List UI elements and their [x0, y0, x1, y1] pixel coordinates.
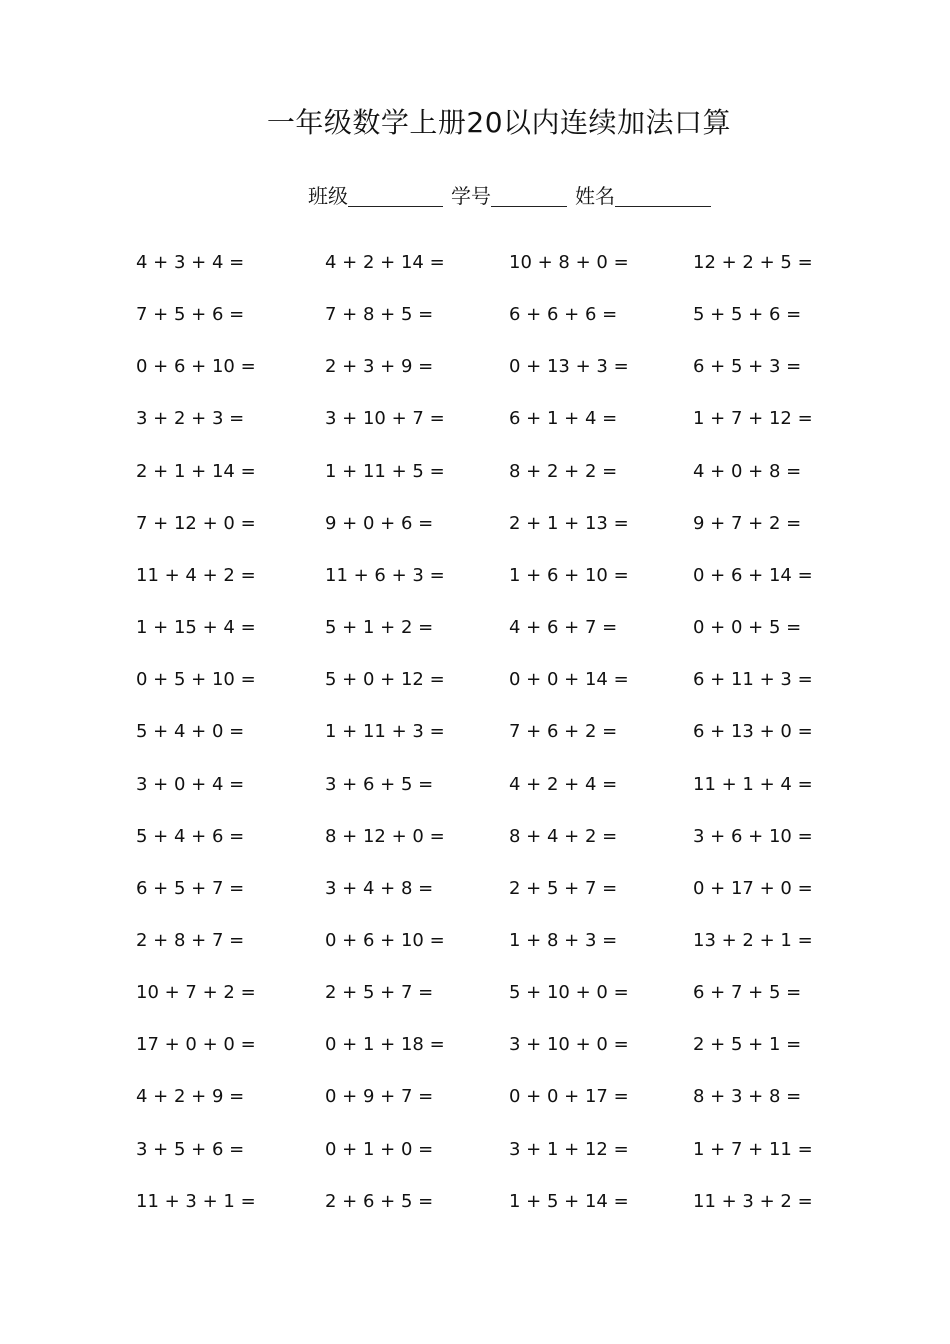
problem-item: 5 + 4 + 0 =	[136, 721, 245, 743]
problem-item: 10 + 7 + 2 =	[136, 982, 256, 1004]
problem-item: 2 + 8 + 7 =	[136, 929, 245, 951]
problem-item: 1 + 15 + 4 =	[136, 617, 256, 638]
problem-item: 4 + 0 + 8 =	[693, 460, 802, 482]
problem-item: 6 + 5 + 7 =	[136, 877, 245, 899]
problem-item: 6 + 13 + 0 =	[693, 721, 813, 743]
problem-item: 3 + 1 + 12 =	[509, 1138, 629, 1160]
problem-item: 3 + 6 + 10 =	[693, 825, 813, 847]
problem-item: 7 + 8 + 5 =	[325, 304, 434, 326]
problem-item: 0 + 17 + 0 =	[693, 877, 813, 899]
problem-item: 2 + 5 + 7 =	[509, 877, 618, 899]
problem-item: 9 + 7 + 2 =	[693, 512, 802, 534]
page-title: 一年级数学上册20以内连续加法口算	[266, 106, 732, 139]
problem-item: 11 + 4 + 2 =	[136, 564, 256, 586]
problem-item: 1 + 7 + 11 =	[693, 1138, 813, 1160]
problem-item: 6 + 11 + 3 =	[693, 669, 813, 691]
problem-item: 4 + 6 + 7 =	[509, 617, 618, 638]
problem-item: 0 + 13 + 3 =	[509, 356, 629, 378]
problem-item: 8 + 4 + 2 =	[509, 825, 618, 847]
problem-item: 6 + 1 + 4 =	[509, 408, 618, 430]
problem-item: 9 + 0 + 6 =	[325, 512, 434, 534]
problem-item: 12 + 2 + 5 =	[693, 252, 813, 273]
problem-item: 11 + 1 + 4 =	[693, 773, 813, 795]
id-label: 学号	[451, 184, 491, 208]
problem-item: 7 + 12 + 0 =	[136, 512, 256, 534]
problem-item: 0 + 1 + 18 =	[325, 1034, 445, 1056]
problem-item: 2 + 3 + 9 =	[325, 356, 434, 378]
problem-item: 0 + 9 + 7 =	[325, 1086, 434, 1108]
problem-item: 1 + 5 + 14 =	[509, 1190, 629, 1212]
problem-item: 2 + 6 + 5 =	[325, 1190, 434, 1212]
problem-item: 4 + 3 + 4 =	[136, 252, 245, 273]
problem-item: 5 + 1 + 2 =	[325, 617, 434, 638]
problem-item: 0 + 0 + 17 =	[509, 1086, 629, 1108]
problem-item: 3 + 2 + 3 =	[136, 408, 245, 430]
problem-item: 5 + 4 + 6 =	[136, 825, 245, 847]
problem-item: 0 + 5 + 10 =	[136, 669, 256, 691]
problem-item: 5 + 0 + 12 =	[325, 669, 445, 691]
problem-item: 4 + 2 + 4 =	[509, 773, 618, 795]
name-label: 姓名	[575, 184, 615, 208]
problem-item: 0 + 6 + 10 =	[136, 356, 256, 378]
problem-item: 11 + 6 + 3 =	[325, 564, 445, 586]
problem-item: 17 + 0 + 0 =	[136, 1034, 256, 1056]
problem-item: 4 + 2 + 9 =	[136, 1086, 245, 1108]
problem-item: 1 + 8 + 3 =	[509, 929, 618, 951]
problem-item: 5 + 5 + 6 =	[693, 304, 802, 326]
problem-item: 2 + 5 + 7 =	[325, 982, 434, 1004]
problem-item: 1 + 7 + 12 =	[693, 408, 813, 430]
problem-item: 11 + 3 + 1 =	[136, 1190, 256, 1212]
problem-item: 8 + 3 + 8 =	[693, 1086, 802, 1108]
problem-item: 0 + 6 + 14 =	[693, 564, 813, 586]
problem-item: 3 + 10 + 0 =	[509, 1034, 629, 1056]
problem-item: 11 + 3 + 2 =	[693, 1190, 813, 1212]
problem-item: 0 + 0 + 5 =	[693, 617, 802, 638]
problem-item: 3 + 4 + 8 =	[325, 877, 434, 899]
problem-item: 13 + 2 + 1 =	[693, 929, 813, 951]
problem-item: 7 + 6 + 2 =	[509, 721, 618, 743]
problem-item: 0 + 6 + 10 =	[325, 929, 445, 951]
problem-item: 1 + 11 + 5 =	[325, 460, 445, 482]
problem-item: 6 + 7 + 5 =	[693, 982, 802, 1004]
problem-item: 5 + 10 + 0 =	[509, 982, 629, 1004]
problem-item: 3 + 6 + 5 =	[325, 773, 434, 795]
problem-item: 7 + 5 + 6 =	[136, 304, 245, 326]
problem-item: 1 + 6 + 10 =	[509, 564, 629, 586]
class-label: 班级	[308, 184, 348, 208]
problem-item: 2 + 1 + 13 =	[509, 512, 629, 534]
problem-item: 4 + 2 + 14 =	[325, 252, 445, 273]
problem-item: 2 + 5 + 1 =	[693, 1034, 802, 1056]
problem-item: 6 + 5 + 3 =	[693, 356, 802, 378]
problem-item: 3 + 10 + 7 =	[325, 408, 445, 430]
problem-item: 0 + 1 + 0 =	[325, 1138, 434, 1160]
problem-item: 8 + 2 + 2 =	[509, 460, 618, 482]
problem-item: 0 + 0 + 14 =	[509, 669, 629, 691]
problem-item: 3 + 5 + 6 =	[136, 1138, 245, 1160]
problem-item: 10 + 8 + 0 =	[509, 252, 629, 273]
problem-item: 3 + 0 + 4 =	[136, 773, 245, 795]
problem-item: 2 + 1 + 14 =	[136, 460, 256, 482]
problem-item: 1 + 11 + 3 =	[325, 721, 445, 743]
problem-item: 8 + 12 + 0 =	[325, 825, 445, 847]
problem-item: 6 + 6 + 6 =	[509, 304, 618, 326]
